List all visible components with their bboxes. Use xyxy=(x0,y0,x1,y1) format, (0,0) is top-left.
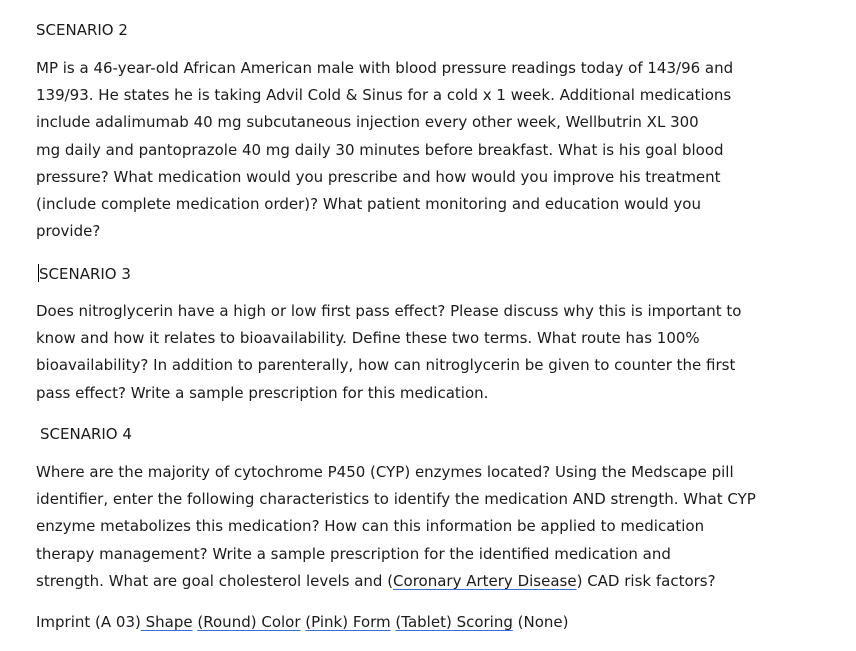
text-line: pressure? What medication would you prescribe and how would you improve his treatment xyxy=(36,167,721,186)
text-line-cad xyxy=(36,568,756,595)
scenario-2-heading: SCENARIO 2 xyxy=(36,21,128,39)
scenario-3-heading: SCENARIO 3 xyxy=(39,265,131,283)
text-line: pass effect? Write a sample prescription for this medication. xyxy=(36,383,489,402)
text-run: ) CAD risk factors? xyxy=(576,571,716,590)
shape-value[interactable]: (Round) xyxy=(197,613,257,631)
imprint-line[interactable] xyxy=(36,613,568,631)
shape-label[interactable]: Shape xyxy=(140,613,193,631)
text-line: provide? xyxy=(36,222,101,241)
text-run: strength. What are goal cholesterol levels and ( xyxy=(36,571,394,590)
coronary-artery-disease-underlined[interactable]: Coronary Artery Disease xyxy=(393,571,577,590)
imprint-label: Imprint xyxy=(36,613,91,631)
text-line: know and how it relates to bioavailability. Define these two terms. What route has 100% xyxy=(36,329,700,348)
text-line: Where are the majority of cytochrome P450 (CYP) enzymes located? Using the Medscape pill xyxy=(36,463,734,481)
scenario-3-paragraph[interactable] xyxy=(36,298,741,407)
scenario-3-heading-row[interactable] xyxy=(38,264,131,283)
imprint-value: (A 03) xyxy=(90,613,141,631)
text-line: 139/93. He states he is taking Advil Cold & Sinus for a cold x 1 week. Additional medications xyxy=(36,86,732,105)
form-value[interactable]: (Tablet) xyxy=(395,613,452,631)
scenario-4-paragraph[interactable] xyxy=(36,459,756,595)
text-line: MP is a 46-year-old African American male with blood pressure readings today of 143/96 and xyxy=(36,59,734,77)
color-value[interactable]: (Pink) xyxy=(305,613,349,631)
scenario-2-paragraph[interactable] xyxy=(36,55,733,245)
text-line: therapy management? Write a sample prescription for the identified medication and xyxy=(36,544,671,563)
text-line: Does nitroglycerin have a high or low first pass effect? Please discuss why this is important to xyxy=(36,302,742,320)
text-line: mg daily and pantoprazole 40 mg daily 30 minutes before breakfast. What is his goal blood xyxy=(36,140,724,159)
text-line: bioavailability? In addition to parenterally, how can nitroglycerin be given to counter the first xyxy=(36,356,736,375)
scoring-label[interactable]: Scoring xyxy=(451,613,513,631)
text-line: enzyme metabolizes this medication? How can this information be applied to medication xyxy=(36,517,705,536)
text-line: (include complete medication order)? What patient monitoring and education would you xyxy=(36,195,701,214)
scoring-value: (None) xyxy=(512,613,569,631)
text-line: identifier, enter the following characteristics to identify the medication AND strength. What CYP xyxy=(36,490,756,509)
color-label[interactable]: Color xyxy=(256,613,301,631)
text-line: include adalimumab 40 mg subcutaneous injection every other week, Wellbutrin XL 300 xyxy=(36,113,699,132)
scenario-4-heading: SCENARIO 4 xyxy=(40,425,132,443)
form-label[interactable]: Form xyxy=(348,613,391,631)
